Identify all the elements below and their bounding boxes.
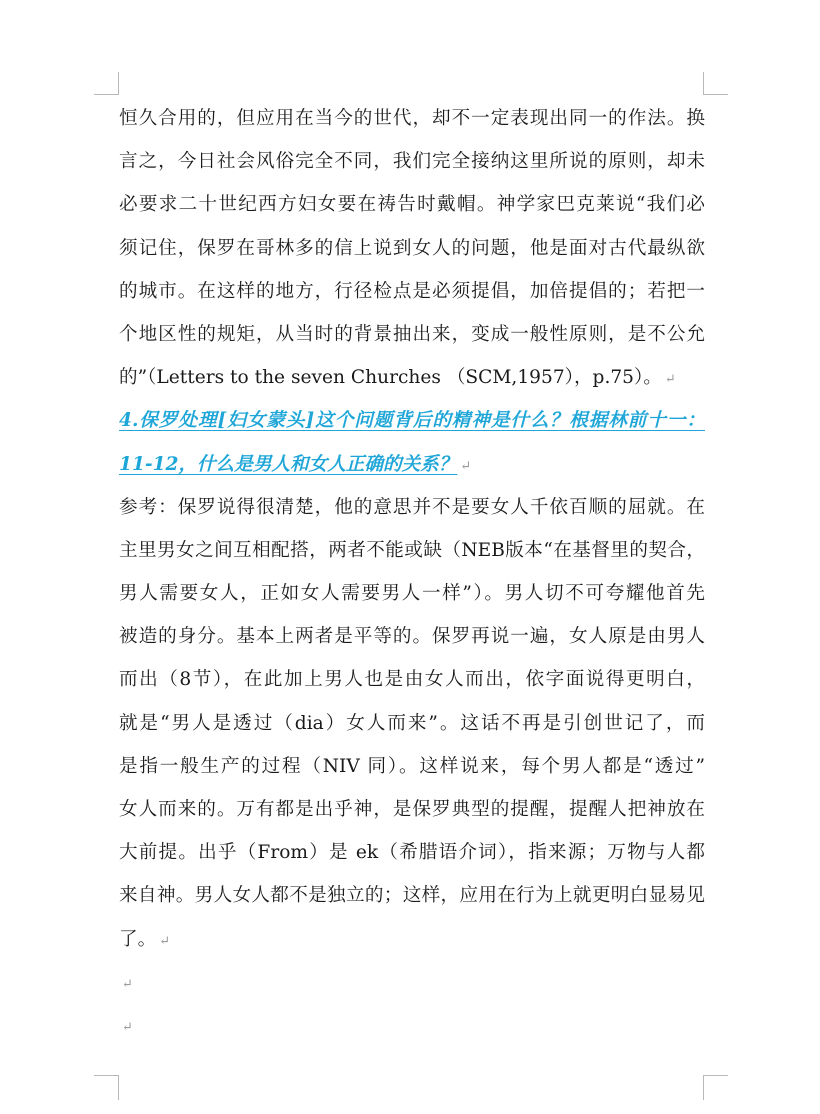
text-line: 须记住，保罗在哥林多的信上说到女人的问题，他是面对古代最纵欲 xyxy=(119,237,705,259)
text-line: 言之，今日社会风俗完全不同，我们完全接纳这里所说的原则，却未 xyxy=(119,151,705,173)
text-line xyxy=(119,918,705,961)
text-line: 的城市。在这样的地方，行径检点是必须提倡，加倍提倡的；若把一 xyxy=(119,280,705,302)
question-heading-line xyxy=(119,443,705,486)
text-line-content: 的”（Letters to the seven Churches （SCM,1957），p.75）。 xyxy=(119,367,662,389)
text-line xyxy=(119,356,705,399)
text-line: 大前提。出乎（From）是 ek（希腊语介词），指来源；万物与人都 xyxy=(119,842,705,864)
text-line-content: 了。 xyxy=(119,928,157,950)
crop-mark-bottom-right xyxy=(703,1075,728,1100)
text-line: 来自神。男人女人都不是独立的；这样，应用在行为上就更明白显易见 xyxy=(119,885,705,907)
text-line: 必要求二十世纪西方妇女要在祷告时戴帽。神学家巴克莱说“我们必 xyxy=(119,194,705,216)
text-line: 主里男女之间互相配搭，两者不能或缺（NEB版本“在基督里的契合， xyxy=(119,539,705,561)
paragraph-mark-icon: ↵ xyxy=(122,976,133,992)
empty-paragraph xyxy=(119,1004,705,1047)
document-body[interactable] xyxy=(119,97,705,1047)
text-line: 男人需要女人，正如女人需要男人一样”）。男人切不可夸耀他首先 xyxy=(119,583,705,605)
text-line: 恒久合用的，但应用在当今的世代，却不一定表现出同一的作法。换 xyxy=(119,108,705,129)
text-line: 是指一般生产的过程（NIV 同）。这样说来，每个男人都是“透过” xyxy=(119,755,705,777)
question-heading-line: 4.保罗处理[妇女蒙头]这个问题背后的精神是什么？根据林前十一： xyxy=(119,410,705,432)
text-line-content: 11-12，什么是男人和女人正确的关系？ xyxy=(119,453,458,475)
text-line: 个地区性的规矩，从当时的背景抽出来，变成一般性原则，是不公允 xyxy=(119,323,705,345)
text-line: 参考：保罗说得很清楚，他的意思并不是要女人千依百顺的屈就。在 xyxy=(119,496,705,518)
crop-mark-top-left xyxy=(94,72,119,95)
text-line: 女人而来的。万有都是出乎神，是保罗典型的提醒，提醒人把神放在 xyxy=(119,799,705,820)
paragraph-mark-icon: ↵ xyxy=(159,933,171,949)
text-line: 而出（8节），在此加上男人也是由女人而出，依字面说得更明白， xyxy=(119,669,705,691)
text-line: 被造的身分。基本上两者是平等的。保罗再说一遍，女人原是由男人 xyxy=(119,626,705,648)
paragraph-mark-icon: ↵ xyxy=(664,372,676,388)
crop-mark-top-right xyxy=(703,72,728,95)
text-line: 就是“男人是透过（dia）女人而来”。这话不再是引创世记了，而 xyxy=(119,712,705,734)
paragraph-mark-icon: ↵ xyxy=(460,458,472,474)
crop-mark-bottom-left xyxy=(94,1075,119,1100)
empty-paragraph xyxy=(119,961,705,1004)
paragraph-mark-icon: ↵ xyxy=(122,1019,133,1035)
